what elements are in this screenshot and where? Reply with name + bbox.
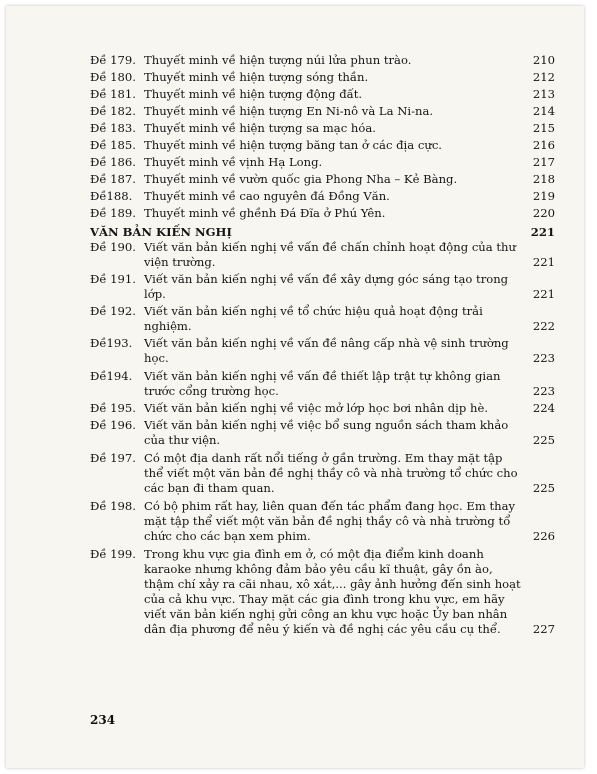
entry-page: 217 bbox=[532, 155, 555, 169]
table-of-contents bbox=[90, 53, 555, 637]
entry-number: Đề 181. bbox=[90, 87, 136, 101]
entry-title: Thuyết minh về cao nguyên đá Đồng Văn. bbox=[144, 189, 390, 203]
entry-title: Trong khu vực gia đình em ở, có một địa điểm kinh doanh karaoke nhưng không đảm bảo yêu cầu kĩ thuật, gây ồn ào, thậm chí xảy ra cãi nhau, xô xát,... gây ảnh hưởng đến sinh hoạt của cả khu vực. Thay mặt các gia đình trong khu vực, em hãy viết văn bản kiến nghị gửi công an khu vực hoặc Ủy ban nhân dân địa phương để nêu ý kiến và đề nghị các yêu cầu cụ thể. bbox=[144, 547, 521, 636]
entry-number: Đề 190. bbox=[90, 240, 136, 254]
entry-number: Đề 185. bbox=[90, 138, 136, 152]
entry-title: Viết văn bản kiến nghị về việc mở lớp học bơi nhân dịp hè. bbox=[144, 401, 489, 415]
toc-entry bbox=[90, 155, 555, 170]
entry-page: 223 bbox=[532, 351, 555, 365]
entry-title: Thuyết minh về hiện tượng động đất. bbox=[144, 87, 363, 101]
toc-entry bbox=[90, 272, 555, 302]
entry-number: Đề 199. bbox=[90, 547, 136, 561]
entry-title: Thuyết minh về vịnh Hạ Long. bbox=[144, 155, 323, 169]
entry-number: Đề 189. bbox=[90, 206, 136, 220]
entry-title: Thuyết minh về hiện tượng sa mạc hóa. bbox=[144, 121, 376, 135]
toc-entry bbox=[90, 206, 555, 221]
entry-number: Đề193. bbox=[90, 336, 133, 350]
toc-entry bbox=[90, 401, 555, 416]
entry-title: Viết văn bản kiến nghị về vấn đề chấn chỉnh hoạt động của thư viện trường. bbox=[144, 240, 516, 269]
toc-entries-bottom bbox=[90, 240, 555, 637]
entry-page: 223 bbox=[532, 384, 555, 398]
toc-entry bbox=[90, 53, 555, 68]
entry-number: Đề 191. bbox=[90, 272, 136, 286]
entry-title: Thuyết minh về ghềnh Đá Đĩa ở Phú Yên. bbox=[144, 206, 386, 220]
entry-number: Đề 180. bbox=[90, 70, 136, 84]
entry-page: 227 bbox=[532, 622, 555, 636]
toc-entry bbox=[90, 104, 555, 119]
entry-title: Viết văn bản kiến nghị về tổ chức hiệu quả hoạt động trải nghiệm. bbox=[144, 304, 483, 333]
entry-title: Thuyết minh về hiện tượng núi lửa phun trào. bbox=[144, 53, 412, 67]
entry-title: Có bộ phim rất hay, liên quan đến tác phẩm đang học. Em thay mặt tập thể viết một văn bản đề nghị thầy cô và nhà trường tổ chức cho các bạn xem phim. bbox=[144, 499, 516, 543]
entry-page: 220 bbox=[532, 206, 555, 220]
entry-page: 216 bbox=[532, 138, 555, 152]
toc-entry bbox=[90, 189, 555, 204]
entry-page: 225 bbox=[532, 433, 555, 447]
entry-title: Viết văn bản kiến nghị về việc bổ sung nguồn sách tham khảo của thư viện. bbox=[144, 418, 509, 447]
entry-title: Viết văn bản kiến nghị về vấn đề xây dựng góc sáng tạo trong lớp. bbox=[144, 272, 509, 301]
toc-entry bbox=[90, 121, 555, 136]
entry-page: 222 bbox=[532, 319, 555, 333]
entry-number: Đề 195. bbox=[90, 401, 136, 415]
entry-number: Đề 197. bbox=[90, 451, 136, 465]
book-page bbox=[6, 6, 584, 768]
entry-page: 226 bbox=[532, 529, 555, 543]
entry-page: 213 bbox=[532, 87, 555, 101]
entry-page: 219 bbox=[532, 189, 555, 203]
toc-entry bbox=[90, 172, 555, 187]
toc-entry bbox=[90, 336, 555, 366]
entry-page: 212 bbox=[532, 70, 555, 84]
section-title: VĂN BẢN KIẾN NGHỊ bbox=[90, 225, 232, 239]
entry-page: 225 bbox=[532, 481, 555, 495]
toc-entries-top bbox=[90, 53, 555, 221]
entry-title: Thuyết minh về vườn quốc gia Phong Nha – Kẻ Bàng. bbox=[144, 172, 458, 186]
entry-number: Đề 192. bbox=[90, 304, 136, 318]
entry-number: Đề 186. bbox=[90, 155, 136, 169]
entry-page: 215 bbox=[532, 121, 555, 135]
page-number: 234 bbox=[90, 713, 116, 727]
entry-number: Đề 183. bbox=[90, 121, 136, 135]
section-heading bbox=[90, 224, 555, 240]
entry-page: 221 bbox=[532, 287, 555, 301]
toc-entry bbox=[90, 304, 555, 334]
toc-entry bbox=[90, 369, 555, 399]
entry-number: Đề194. bbox=[90, 369, 133, 383]
toc-entry bbox=[90, 499, 555, 544]
entry-title: Thuyết minh về hiện tượng En Ni-nô và La Ni-na. bbox=[144, 104, 434, 118]
toc-entry bbox=[90, 451, 555, 496]
entry-title: Thuyết minh về hiện tượng sóng thần. bbox=[144, 70, 369, 84]
entry-title: Có một địa danh rất nổi tiếng ở gần trường. Em thay mặt tập thể viết một văn bản đề nghị thầy cô và nhà trường tổ chức cho các bạn đi tham quan. bbox=[144, 451, 518, 495]
entry-title: Viết văn bản kiến nghị về vấn đề nâng cấp nhà vệ sinh trường học. bbox=[144, 336, 509, 365]
toc-entry bbox=[90, 87, 555, 102]
toc-entry bbox=[90, 70, 555, 85]
toc-entry bbox=[90, 138, 555, 153]
entry-page: 214 bbox=[532, 104, 555, 118]
section-page: 221 bbox=[530, 225, 555, 239]
entry-number: Đề 198. bbox=[90, 499, 136, 513]
entry-page: 218 bbox=[532, 172, 555, 186]
entry-number: Đề 196. bbox=[90, 418, 136, 432]
entry-number: Đề 179. bbox=[90, 53, 136, 67]
entry-number: Đề 182. bbox=[90, 104, 136, 118]
toc-entry bbox=[90, 418, 555, 448]
entry-number: Đề 187. bbox=[90, 172, 136, 186]
toc-entry bbox=[90, 240, 555, 270]
entry-title: Viết văn bản kiến nghị về vấn đề thiết lập trật tự không gian trước cổng trường học. bbox=[144, 369, 501, 398]
entry-page: 221 bbox=[532, 255, 555, 269]
entry-page: 224 bbox=[532, 401, 555, 415]
entry-page: 210 bbox=[532, 53, 555, 67]
toc-entry bbox=[90, 547, 555, 637]
entry-number: Đề188. bbox=[90, 189, 133, 203]
entry-title: Thuyết minh về hiện tượng băng tan ở các địa cực. bbox=[144, 138, 442, 152]
